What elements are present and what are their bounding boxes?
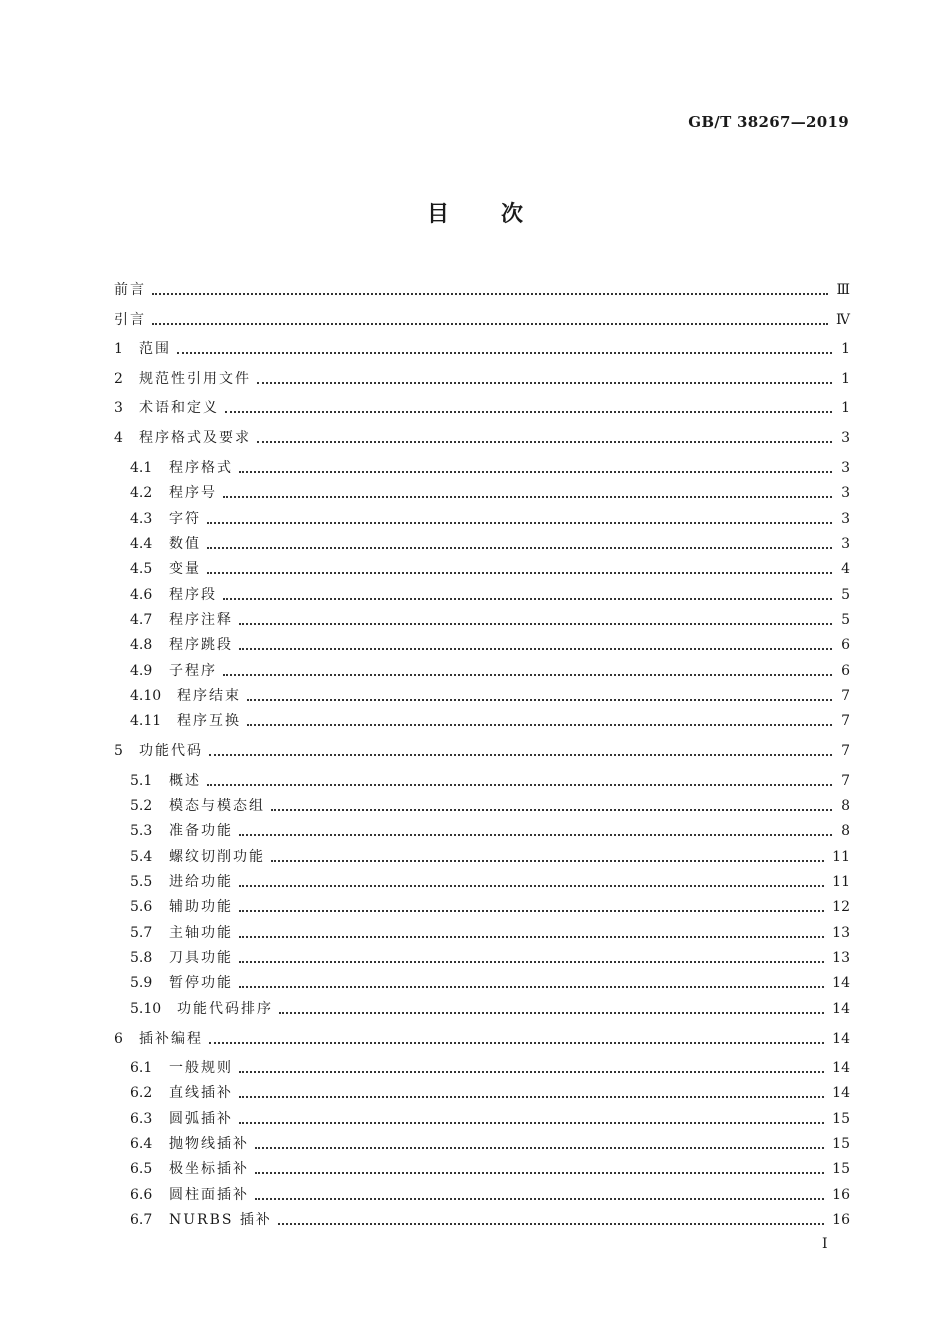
toc-entry-page: 3 — [841, 511, 850, 527]
toc-leader-dots — [239, 885, 824, 887]
toc-entry-page: 7 — [841, 713, 850, 729]
toc-entry-page: 7 — [841, 688, 850, 704]
toc-leader-dots — [247, 699, 832, 701]
toc-entry-title: 刀具功能 — [169, 950, 233, 966]
toc-entry-title: 规范性引用文件 — [139, 371, 251, 387]
toc-entry-number: 5.8 — [130, 950, 153, 966]
toc-entry[interactable] — [130, 820, 850, 842]
toc-leader-dots — [223, 598, 832, 600]
toc-leader-dots — [209, 754, 832, 756]
toc-entry-title: 直线插补 — [169, 1085, 233, 1101]
toc-entry-number: 5.1 — [130, 773, 153, 789]
toc-entry-title: 功能代码排序 — [177, 1001, 273, 1017]
toc-entry[interactable] — [114, 368, 850, 390]
standard-number: GB/T 38267—2019 — [688, 113, 849, 131]
toc-entry[interactable] — [130, 634, 850, 656]
toc-entry[interactable] — [130, 533, 850, 555]
toc-entry-number: 3 — [114, 400, 123, 416]
toc-entry[interactable] — [130, 770, 850, 792]
toc-entry-number: 5.10 — [130, 1001, 162, 1017]
toc-entry-title: 数值 — [169, 536, 201, 552]
toc-entry-page: 4 — [841, 561, 850, 577]
toc-entry-page: 14 — [832, 975, 850, 991]
toc-entry-number: 4.5 — [130, 561, 153, 577]
toc-entry-page: Ⅳ — [836, 312, 850, 328]
toc-entry-number: 5.7 — [130, 925, 153, 941]
toc-leader-dots — [223, 496, 832, 498]
toc-leader-dots — [239, 834, 832, 836]
toc-leader-dots — [152, 293, 828, 295]
toc-entry[interactable] — [130, 482, 850, 504]
toc-entry-page: 6 — [841, 637, 850, 653]
toc-entry-title: 进给功能 — [169, 874, 233, 890]
toc-entry[interactable] — [130, 871, 850, 893]
toc-entry-title: 程序格式及要求 — [139, 430, 251, 446]
toc-entry-number: 4.1 — [130, 460, 153, 476]
toc-entry-title: 模态与模态组 — [169, 798, 265, 814]
toc-leader-dots — [239, 1096, 824, 1098]
toc-entry-page: 6 — [841, 663, 850, 679]
toc-entry-number: 2 — [114, 371, 123, 387]
toc-entry-number: 5.9 — [130, 975, 153, 991]
toc-entry[interactable] — [130, 1184, 850, 1206]
toc-entry-page: 16 — [832, 1212, 850, 1228]
toc-entry-title: 概述 — [169, 773, 201, 789]
toc-entry-number: 5.6 — [130, 899, 153, 915]
toc-entry-title: 螺纹切削功能 — [169, 849, 265, 865]
toc-leader-dots — [239, 936, 824, 938]
toc-entry[interactable] — [130, 457, 850, 479]
toc-entry-number: 4.10 — [130, 688, 162, 704]
toc-entry-number: 6.6 — [130, 1187, 153, 1203]
toc-entry-page: 14 — [832, 1085, 850, 1101]
toc-entry-title: 圆弧插补 — [169, 1111, 233, 1127]
toc-entry-page: 7 — [841, 773, 850, 789]
toc-leader-dots — [255, 1198, 824, 1200]
toc-entry-number: 6 — [114, 1031, 123, 1047]
toc-entry-page: 11 — [832, 849, 850, 865]
toc-entry-page: 1 — [841, 341, 850, 357]
toc-entry-number: 5 — [114, 743, 123, 759]
toc-entry-number: 6.3 — [130, 1111, 153, 1127]
toc-entry-number: 6.5 — [130, 1161, 153, 1177]
toc-entry-title: 程序注释 — [169, 612, 233, 628]
toc-entry-number: 6.7 — [130, 1212, 153, 1228]
toc-entry-title: 程序段 — [169, 587, 217, 603]
toc-entry-number: 6.2 — [130, 1085, 153, 1101]
toc-entry-page: 14 — [832, 1031, 850, 1047]
toc-entry-title: 术语和定义 — [139, 400, 219, 416]
toc-leader-dots — [239, 1071, 824, 1073]
toc-entry-number: 5.4 — [130, 849, 153, 865]
toc-leader-dots — [207, 572, 832, 574]
toc-entry-title: 变量 — [169, 561, 201, 577]
toc-entry-page: 3 — [841, 536, 850, 552]
toc-leader-dots — [278, 1223, 824, 1225]
toc-entry-title: 暂停功能 — [169, 975, 233, 991]
toc-entry-title: 范围 — [139, 341, 171, 357]
toc-entry-page: 13 — [832, 925, 850, 941]
toc-entry[interactable] — [130, 795, 850, 817]
toc-entry-title: 圆柱面插补 — [169, 1187, 249, 1203]
toc-leader-dots — [209, 1042, 824, 1044]
toc-entry-number: 4.9 — [130, 663, 153, 679]
toc-entry-title: 极坐标插补 — [169, 1161, 249, 1177]
toc-entry-number: 6.4 — [130, 1136, 153, 1152]
toc-entry[interactable] — [130, 846, 850, 868]
toc-leader-dots — [239, 1122, 824, 1124]
toc-leader-dots — [239, 986, 824, 988]
toc-entry-title: 辅助功能 — [169, 899, 233, 915]
toc-entry[interactable] — [130, 1209, 850, 1231]
toc-entry-title: 程序结束 — [177, 688, 241, 704]
toc-entry-number: 5.3 — [130, 823, 153, 839]
toc-entry-number: 4.6 — [130, 587, 153, 603]
toc-entry[interactable] — [130, 558, 850, 580]
toc-entry[interactable] — [130, 584, 850, 606]
toc-entry-page: 1 — [841, 371, 850, 387]
toc-entry-number: 5.5 — [130, 874, 153, 890]
page-folio: I — [822, 1236, 828, 1252]
toc-entry[interactable] — [130, 1057, 850, 1079]
toc-entry-number: 4.8 — [130, 637, 153, 653]
toc-entry[interactable] — [130, 1158, 850, 1180]
toc-entry-number: 1 — [114, 341, 123, 357]
toc-entry[interactable] — [130, 896, 850, 918]
toc-entry-page: 14 — [832, 1001, 850, 1017]
toc-entry-page: 3 — [841, 460, 850, 476]
toc-entry-title: 程序号 — [169, 485, 217, 501]
toc-entry-page: 12 — [832, 899, 850, 915]
toc-entry-page: 7 — [841, 743, 850, 759]
toc-entry-title: 抛物线插补 — [169, 1136, 249, 1152]
toc-leader-dots — [257, 441, 832, 443]
toc-entry-page: 15 — [832, 1111, 850, 1127]
toc-entry-page: 5 — [841, 587, 850, 603]
toc-entry-number: 5.2 — [130, 798, 153, 814]
toc-entry[interactable] — [114, 338, 850, 360]
toc-leader-dots — [225, 411, 832, 413]
toc-entry-number: 6.1 — [130, 1060, 153, 1076]
toc-heading-char-2: 次 — [501, 202, 524, 227]
toc-entry[interactable] — [114, 427, 850, 449]
toc-entry-title: 准备功能 — [169, 823, 233, 839]
toc-entry[interactable] — [130, 1082, 850, 1104]
toc-leader-dots — [207, 784, 832, 786]
toc-entry-title: 子程序 — [169, 663, 217, 679]
toc-entry-title: 功能代码 — [139, 743, 203, 759]
toc-entry-page: 5 — [841, 612, 850, 628]
toc-leader-dots — [177, 352, 832, 354]
toc-entry[interactable] — [130, 998, 850, 1020]
toc-entry-title: 字符 — [169, 511, 201, 527]
toc-leader-dots — [223, 674, 832, 676]
toc-entry-number: 4.4 — [130, 536, 153, 552]
toc-entry-number: 4 — [114, 430, 123, 446]
toc-entry[interactable] — [130, 1133, 850, 1155]
toc-leader-dots — [239, 910, 824, 912]
toc-entry-number: 4.2 — [130, 485, 153, 501]
toc-entry-page: 16 — [832, 1187, 850, 1203]
toc-heading-char-1: 目 — [426, 202, 449, 227]
toc-entry-title: 程序跳段 — [169, 637, 233, 653]
toc-entry-title: 插补编程 — [139, 1031, 203, 1047]
toc-entry-title: 引言 — [114, 312, 146, 328]
toc-entry[interactable] — [130, 922, 850, 944]
toc-leader-dots — [247, 724, 832, 726]
toc-leader-dots — [271, 860, 824, 862]
toc-entry[interactable] — [130, 710, 850, 732]
toc-leader-dots — [207, 522, 832, 524]
toc-entry-page: 1 — [841, 400, 850, 416]
toc-entry-page: Ⅲ — [836, 282, 850, 298]
toc-entry-page: 3 — [841, 430, 850, 446]
toc-entry-title: 前言 — [114, 282, 146, 298]
toc-entry[interactable] — [114, 309, 850, 331]
toc-leader-dots — [239, 648, 832, 650]
toc-entry-title: 程序互换 — [177, 713, 241, 729]
toc-entry[interactable] — [114, 279, 850, 301]
toc-entry[interactable] — [130, 685, 850, 707]
toc-entry[interactable] — [114, 397, 850, 419]
toc-heading — [0, 197, 950, 228]
toc-entry[interactable] — [130, 609, 850, 631]
toc-entry[interactable] — [130, 1108, 850, 1130]
toc-entry-page: 15 — [832, 1161, 850, 1177]
toc-entry-title: 程序格式 — [169, 460, 233, 476]
toc-entry-title: NURBS 插补 — [169, 1212, 272, 1228]
toc-leader-dots — [255, 1172, 824, 1174]
toc-entry-page: 15 — [832, 1136, 850, 1152]
toc-leader-dots — [279, 1012, 824, 1014]
toc-entry-page: 14 — [832, 1060, 850, 1076]
toc-leader-dots — [271, 809, 832, 811]
toc-entry-number: 4.3 — [130, 511, 153, 527]
toc-entry-page: 13 — [832, 950, 850, 966]
toc-entry-page: 3 — [841, 485, 850, 501]
toc-leader-dots — [239, 471, 832, 473]
toc-entry[interactable] — [114, 1028, 850, 1050]
toc-entry-page: 8 — [841, 823, 850, 839]
toc-entry-title: 主轴功能 — [169, 925, 233, 941]
toc-leader-dots — [255, 1147, 824, 1149]
toc-entry[interactable] — [114, 740, 850, 762]
toc-entry[interactable] — [130, 972, 850, 994]
toc-entry[interactable] — [130, 947, 850, 969]
toc-entry-page: 11 — [832, 874, 850, 890]
toc-entry-number: 4.11 — [130, 713, 162, 729]
toc-leader-dots — [152, 323, 828, 325]
toc-entry[interactable] — [130, 660, 850, 682]
toc-entry[interactable] — [130, 508, 850, 530]
toc-leader-dots — [239, 961, 824, 963]
toc-leader-dots — [207, 547, 832, 549]
toc-entry-title: 一般规则 — [169, 1060, 233, 1076]
toc-entry-number: 4.7 — [130, 612, 153, 628]
toc-leader-dots — [257, 382, 832, 384]
toc-entry-page: 8 — [841, 798, 850, 814]
toc-leader-dots — [239, 623, 832, 625]
